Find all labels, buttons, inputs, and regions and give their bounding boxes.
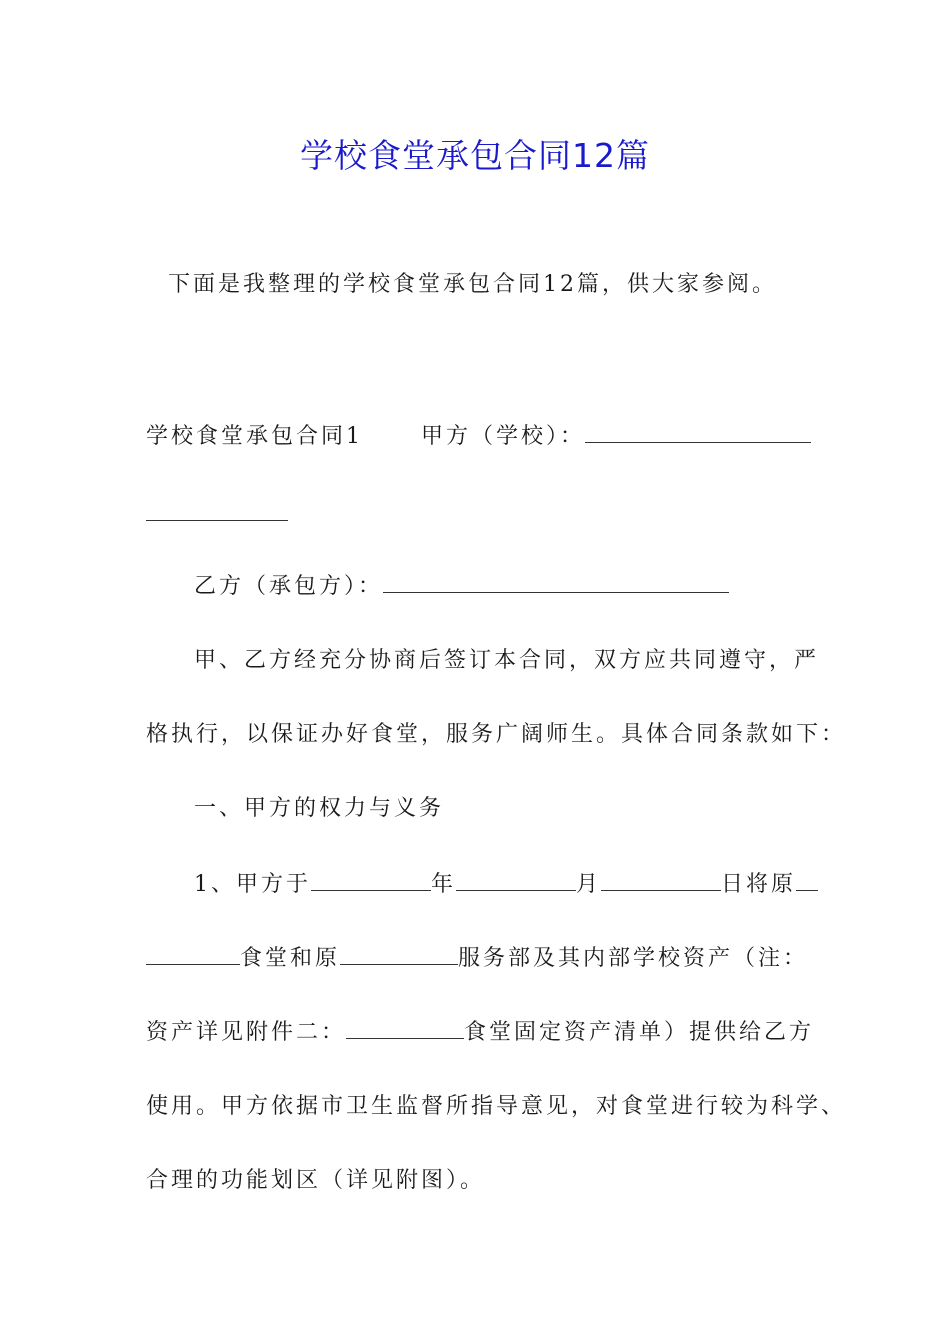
preamble-line-1: 甲、乙方经充分协商后签订本合同，双方应共同遵守，严 [194,648,820,673]
service-dept-blank [340,944,458,965]
party-b-blank [383,572,729,593]
asset-list-text: 食堂固定资产清单）提供给乙方 [464,1020,815,1045]
party-a-label: 甲方（学校）： [421,424,586,449]
attachment-blank [346,1018,464,1039]
intro-paragraph: 下面是我整理的学校食堂承包合同12篇，供大家参阅。 [168,272,777,297]
clause-1-line-4: 使用。甲方依据市卫生监督所指导意见，对食堂进行较为科学、 [146,1094,847,1119]
clause-1-line-2 [146,944,808,974]
party-a-blank-continued [146,500,288,521]
year-blank [311,870,431,891]
contract-heading: 学校食堂承包合同1 [146,424,363,449]
day-label: 日将原 [721,872,797,897]
year-label: 年 [431,872,457,897]
section-1-title: 一、甲方的权力与义务 [194,796,445,821]
clause-1-line-1 [194,870,818,900]
original-canteen-blank [796,870,818,891]
party-b-line [194,572,729,602]
attachment-label: 资产详见附件二： [146,1020,347,1045]
party-a-blank [585,422,811,443]
day-blank [601,870,721,891]
document-title: 学校食堂承包合同12篇 [300,136,650,175]
month-blank [456,870,576,891]
contract-1-first-line [146,422,811,452]
clause-1-prefix: 1、甲方于 [194,872,311,897]
canteen-label: 食堂和原 [240,946,341,971]
original-canteen-blank-continued [146,944,240,965]
service-dept-text: 服务部及其内部学校资产（注： [458,946,809,971]
party-a-blank-continued-line [146,500,288,530]
clause-1-line-3 [146,1018,814,1048]
preamble-line-2: 格执行，以保证办好食堂，服务广阔师生。具体合同条款如下： [146,722,847,747]
party-b-label: 乙方（承包方）： [194,574,384,599]
month-label: 月 [576,872,602,897]
clause-1-line-5: 合理的功能划区（详见附图）。 [146,1168,486,1193]
